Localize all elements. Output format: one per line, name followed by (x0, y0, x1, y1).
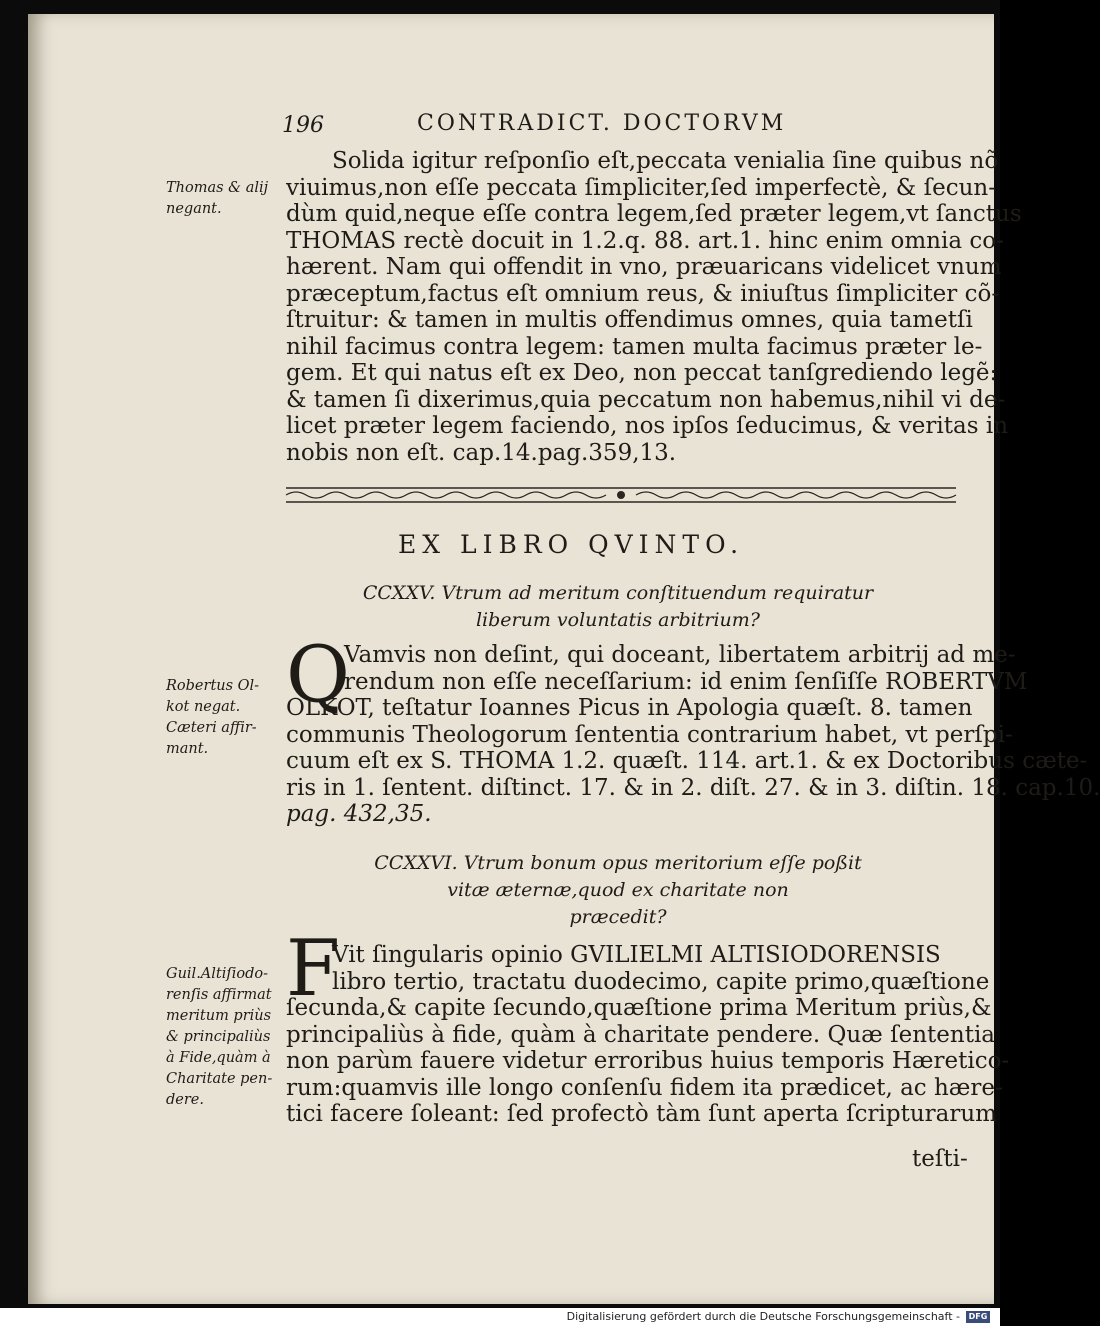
margin-note-thomas: Thomas & alij negant. (166, 180, 269, 217)
text-line: ſecunda,& capite ſecundo,quæſtione prima Meritum priùs,& (286, 995, 992, 1021)
text-line: THOMAS rectè docuit in 1.2.q. 88. art.1. hinc enim omnia co- (286, 227, 1004, 254)
margin-note-guilielmus: Guil.Altiſiodo- renſis affirmat meritum priùs & principaliùs à Fide,quàm à Charitate pen- dere. (166, 966, 273, 1108)
text-line: & tamen ſi dixerimus,quia peccatum non habemus,nihil vi de- (286, 386, 1006, 413)
chapter-heading-226: CCXXVI. Vtrum bonum opus meritorium eſſe poßit vitæ æternæ,quod ex charitate non præcedit? (374, 852, 862, 928)
book-title: EX LIBRO QVINTO. (398, 530, 745, 559)
margin-note-robertus: Robertus Ol- kot negat. Cæteri affir- mant. (166, 678, 260, 757)
text-line: rum:quamvis ille longo conſenſu fidem ita prædicet, ac hære- (286, 1074, 1003, 1101)
text-line: ſtruitur: & tamen in multis offendimus omnes, quia tametſi (286, 307, 973, 333)
text-line: dùm quid,neque eſſe contra legem,ſed præter legem,vt ſanctus (286, 201, 1022, 227)
text-line: Solida igitur reſponſio eſt,peccata venialia ſine quibus nõ (332, 148, 999, 174)
text-line: Vit ſingularis opinio GVILIELMI ALTISIODORENSIS (332, 942, 941, 968)
catchword: teſti- (912, 1146, 968, 1172)
drop-cap-f: F (286, 924, 341, 1014)
text-line: nobis non eſt. cap.14.pag.359,13. (286, 439, 677, 466)
text-line: viuimus,non eſſe peccata ſimpliciter,ſed imperfectè, & ſecun- (286, 174, 996, 201)
digitization-footer (0, 1308, 1000, 1326)
text-line: OLKOT, teſtatur Ioannes Picus in Apologia quæſt. 8. tamen (286, 695, 973, 721)
drop-cap-q: Q (286, 630, 350, 720)
ornamental-rule (286, 484, 956, 506)
paragraph-solida (286, 148, 1022, 466)
page-header (282, 109, 962, 143)
text-line: tici facere ſoleant: ſed profectò tàm ſunt aperta ſcripturarum (286, 1101, 997, 1127)
chapter-heading-225: CCXXV. Vtrum ad meritum conſtituendum requiratur liberum voluntatis arbitrium? (362, 582, 874, 631)
footer-credit: Digitalisierung gefördert durch die Deutsche Forschungsgemeinschaft - (566, 1310, 960, 1323)
text-line: cuum eſt ex S. THOMA 1.2. quæſt. 114. art.1. & ex Doctoribus cæte- (286, 748, 1088, 774)
text-line: Vamvis non deſint, qui doceant, libertatem arbitrij ad me- (344, 642, 1016, 668)
text-line: non parùm fauere videtur erroribus huius temporis Hæretico- (286, 1048, 1010, 1074)
text-line: pag. 432,35. (286, 801, 432, 827)
text-line: libro tertio, tractatu duodecimo, capite primo,quæſtione (332, 968, 990, 995)
text-line: gem. Et qui natus eſt ex Deo, non peccat tanſgrediendo legẽ: (286, 360, 998, 386)
text-line: licet præter legem faciendo, nos ipſos ſeducimus, & veritas in (286, 413, 1009, 439)
paragraph-quamvis (286, 630, 1100, 828)
dfg-logo: DFG (966, 1311, 990, 1323)
paragraph-fuit (286, 942, 1010, 1128)
text-line: communis Theologorum ſententia contrarium habet, vt perſpi- (286, 721, 1013, 748)
running-head: CONTRADICT. DOCTORVM (417, 111, 787, 136)
text-line: principaliùs à fide, quàm à charitate pendere. Quæ ſententia (286, 1021, 996, 1048)
page-number: 196 (282, 113, 324, 138)
text-line: ris in 1. ſentent. diſtinct. 17. & in 2. diſt. 27. & in 3. diſtin. 18. cap.10. (286, 774, 1100, 801)
text-line: hærent. Nam qui offendit in vno, præuaricans videlicet vnum (286, 254, 1002, 280)
text-line: præceptum,factus eſt omnium reus, & iniuſtus ſimpliciter cõ- (286, 280, 1000, 307)
text-line: nihil facimus contra legem: tamen multa facimus præter le- (286, 333, 983, 360)
text-line: rendum non eſſe neceſſarium: id enim ſenſiſſe ROBERTVM (344, 668, 1028, 695)
book-page (28, 14, 1100, 1304)
